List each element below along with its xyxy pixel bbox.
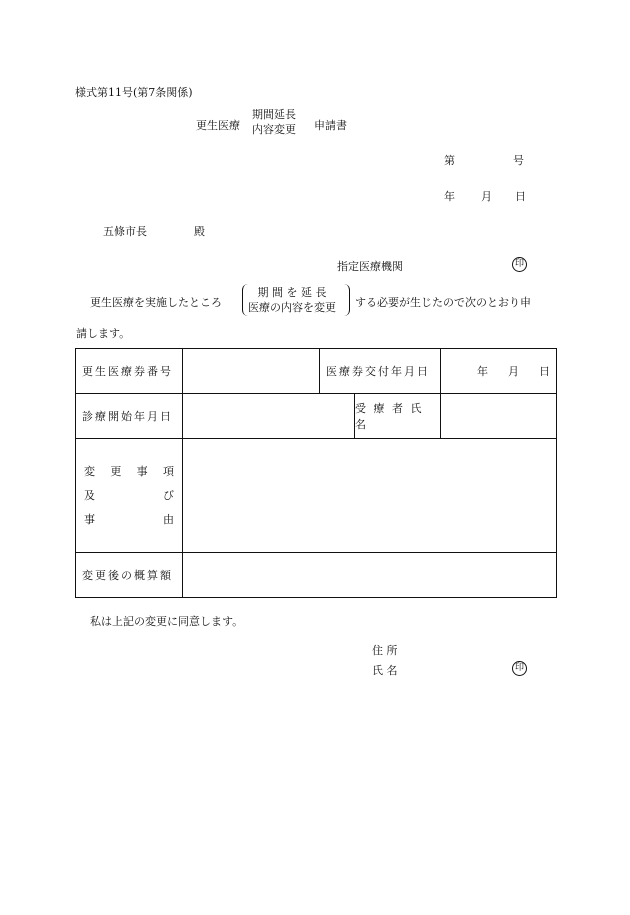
title-right: 申請書: [314, 119, 347, 132]
table-row: [76, 553, 557, 598]
change-reason-label: 変 更 事 項 及 び 事 由: [84, 464, 174, 526]
estimated-amount-label-cell: [76, 553, 183, 598]
doc-number-label: 第: [444, 154, 455, 167]
doc-number-suffix: 号: [513, 154, 524, 167]
issue-date-label-cell: [320, 349, 441, 394]
issue-date-year: 年: [477, 365, 488, 378]
consent-seal-icon: 印: [512, 661, 527, 676]
body-option-extend: 期 間 を 延 長: [257, 286, 327, 299]
title-option-change: 内容変更: [252, 123, 296, 136]
body-options: [248, 285, 336, 315]
title-option-extension: 期間延長: [252, 108, 296, 121]
ticket-number-label: 更生医療券番号: [82, 365, 173, 378]
estimated-amount-label: 変更後の概算額: [82, 569, 173, 582]
issue-date-month: 月: [508, 365, 519, 378]
seal-icon: 印: [512, 257, 527, 272]
title-options: [252, 107, 296, 137]
address-label: 住 所: [372, 644, 398, 657]
change-reason-field[interactable]: [183, 439, 557, 553]
ticket-number-field[interactable]: [183, 349, 320, 394]
change-reason-label-cell: [76, 439, 183, 553]
honorific: 殿: [194, 225, 205, 238]
date-month: 月: [481, 190, 492, 203]
patient-name-label: 受 療 者 氏 名: [355, 402, 424, 431]
name-label: 氏 名: [372, 664, 398, 677]
start-date-field[interactable]: [183, 394, 441, 439]
issue-date-day: 日: [539, 365, 550, 378]
ticket-number-label-cell: [76, 349, 183, 394]
addressee: 五條市長: [103, 225, 147, 238]
start-date-label: 診療開始年月日: [82, 410, 173, 423]
patient-name-label-cell: [354, 394, 440, 438]
patient-name-field[interactable]: [441, 394, 557, 439]
application-table: [75, 348, 557, 598]
title-left: 更生医療: [196, 119, 240, 132]
body-option-change: 医療の内容を変更: [248, 301, 336, 314]
estimated-amount-field[interactable]: [183, 553, 557, 598]
table-row: [76, 394, 557, 439]
table-row: [76, 439, 557, 553]
body-suffix: する必要が生じたので次のとおり申: [355, 296, 531, 309]
form-number: 様式第11号(第7条関係): [75, 86, 193, 99]
issue-date-label: 医療券交付年月日: [326, 365, 430, 378]
body-continuation: 請します。: [76, 327, 131, 340]
body-prefix: 更生医療を実施したところ: [90, 296, 222, 309]
issue-date-field[interactable]: [441, 349, 557, 394]
institution-label: 指定医療機関: [337, 260, 403, 273]
start-date-label-cell: [76, 394, 183, 439]
date-day: 日: [515, 190, 526, 203]
date-year: 年: [444, 190, 455, 203]
consent-statement: 私は上記の変更に同意します。: [90, 615, 244, 628]
table-row: [76, 349, 557, 394]
